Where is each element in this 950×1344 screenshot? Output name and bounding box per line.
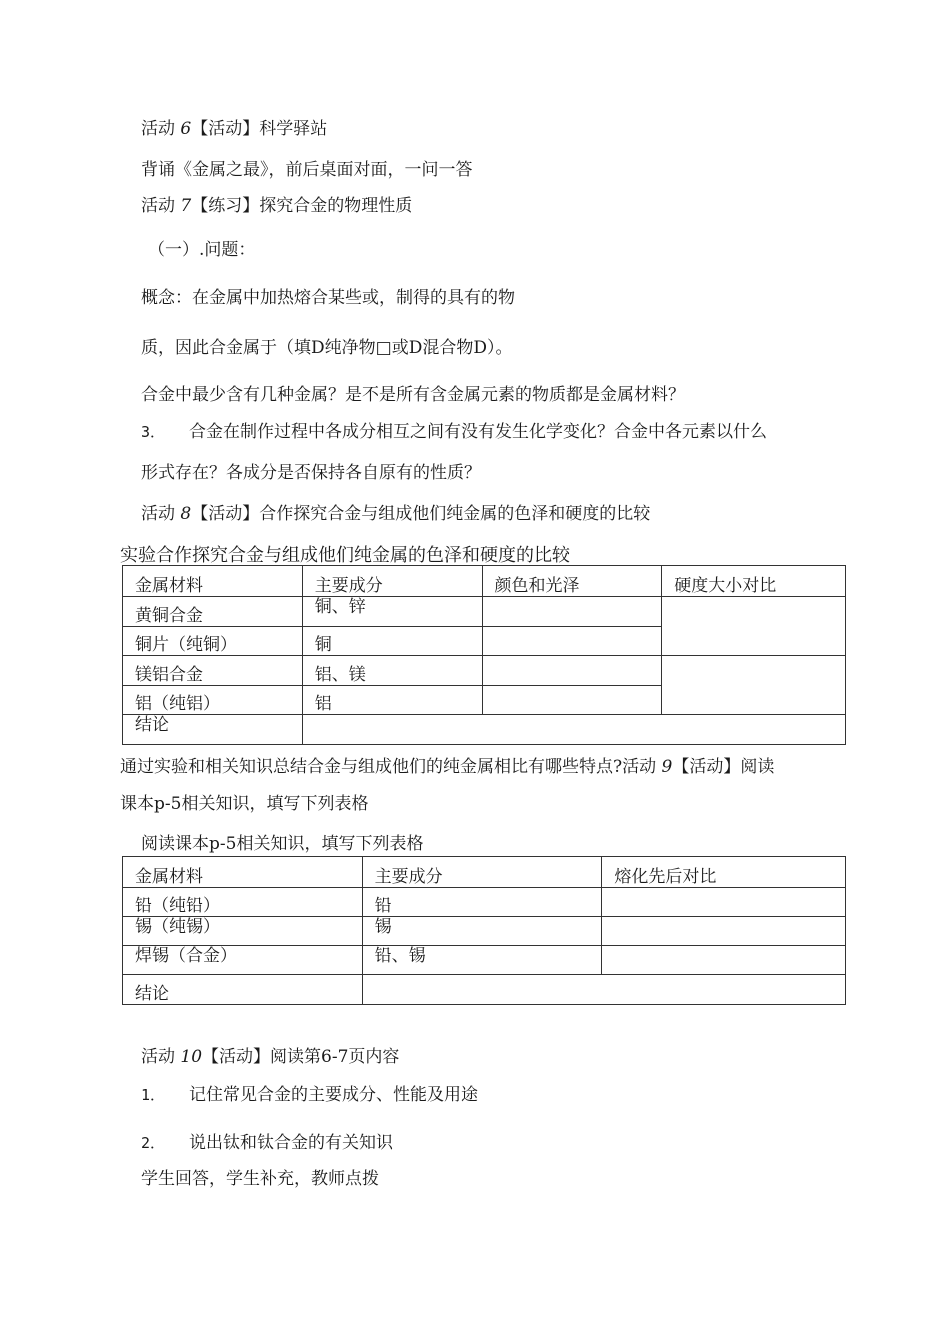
- activity-number: 8: [180, 504, 192, 524]
- conclusion-label: 结论: [123, 975, 363, 1005]
- color-cell: [482, 627, 662, 656]
- activity-number: 9: [661, 757, 673, 777]
- color-hardness-table: [122, 565, 846, 745]
- table-2-caption: 阅读课本p-5相关知识，填写下列表格: [141, 834, 424, 854]
- activity-title: 【活动】阅读第6-7页内容: [202, 1047, 400, 1067]
- activity-title: 【活动】合作探究合金与组成他们纯金属的色泽和硬度的比较: [191, 504, 651, 524]
- activity-title: 【活动】科学驿站: [191, 119, 328, 139]
- component-cell: 铝、镁: [302, 656, 482, 686]
- list-text: 说出钛和钛合金的有关知识: [189, 1133, 393, 1153]
- list-item-2: [141, 1132, 393, 1154]
- list-text: 记住常见合金的主要成分、性能及用途: [189, 1085, 478, 1105]
- header-cell: 硬度大小对比: [662, 566, 846, 597]
- component-cell: 铅、锡: [362, 946, 602, 975]
- table-1-caption: 实验合作探究合金与组成他们纯金属的色泽和硬度的比较: [120, 545, 570, 566]
- list-number: 2．: [141, 1134, 166, 1152]
- questions-heading: （一）.问题：: [148, 240, 256, 260]
- summary-question: [120, 756, 774, 778]
- question-3-continued: 形式存在？各成分是否保持各自原有的性质？: [141, 463, 481, 483]
- question-3-number: 3．: [141, 423, 166, 441]
- header-cell: 主要成分: [362, 857, 602, 888]
- header-cell: 颜色和光泽: [482, 566, 662, 597]
- activity-number: 10: [180, 1047, 203, 1067]
- color-cell: [482, 686, 662, 715]
- activity-title: 【练习】探究合金的物理性质: [191, 196, 413, 216]
- table-header-row: [123, 566, 846, 597]
- hardness-cell: [662, 597, 846, 656]
- alloy-question: 合金中最少含有几种金属？是不是所有含金属元素的物质都是金属材料？: [141, 385, 685, 405]
- closing-note: 学生回答，学生补充，教师点拨: [141, 1169, 379, 1189]
- activity-7-heading: [141, 195, 412, 217]
- material-cell: 焊锡（合金）: [123, 946, 363, 975]
- conclusion-row: [123, 715, 846, 745]
- component-cell: 铜、锌: [302, 597, 482, 627]
- activity-title: 【活动】阅读: [672, 757, 775, 777]
- melting-order-table: [122, 856, 846, 1005]
- activity-8-heading: [141, 503, 650, 525]
- color-cell: [482, 656, 662, 686]
- activity-10-heading: [141, 1046, 399, 1068]
- activity-prefix: 活动: [141, 119, 181, 139]
- list-number: 1．: [141, 1086, 166, 1104]
- melting-cell: [602, 917, 846, 946]
- activity-prefix: 活动: [141, 196, 181, 216]
- activity-6-heading: [141, 118, 327, 140]
- component-cell: 铝: [302, 686, 482, 715]
- melting-cell: [602, 946, 846, 975]
- component-cell: 锡: [362, 917, 602, 946]
- activity-number: 6: [180, 119, 192, 139]
- concept-line-2: 质，因此合金属于（填D纯净物□或D混合物D）。: [141, 338, 513, 358]
- activity-6-body: 背诵《金属之最》，前后桌面对面，一问一答: [141, 160, 473, 180]
- header-cell: 金属材料: [123, 566, 303, 597]
- material-cell: 镁铝合金: [123, 656, 303, 686]
- table-row: [123, 656, 846, 686]
- header-cell: 金属材料: [123, 857, 363, 888]
- activity-prefix: 活动: [141, 504, 181, 524]
- color-cell: [482, 597, 662, 627]
- material-cell: 锡（纯锡）: [123, 917, 363, 946]
- material-cell: 黄铜合金: [123, 597, 303, 627]
- header-cell: 熔化先后对比: [602, 857, 846, 888]
- component-cell: 铅: [362, 888, 602, 917]
- summary-text: 通过实验和相关知识总结合金与组成他们的纯金属相比有哪些特点?活动: [120, 757, 662, 777]
- conclusion-cell: [362, 975, 845, 1005]
- table-row: [123, 597, 846, 627]
- material-cell: 铅（纯铅）: [123, 888, 363, 917]
- table-row: [123, 917, 846, 946]
- melting-cell: [602, 888, 846, 917]
- conclusion-cell: [302, 715, 845, 745]
- material-cell: 铜片（纯铜）: [123, 627, 303, 656]
- question-3: [141, 421, 767, 443]
- list-item-1: [141, 1084, 478, 1106]
- header-cell: 主要成分: [302, 566, 482, 597]
- table-row: [123, 946, 846, 975]
- table-header-row: [123, 857, 846, 888]
- question-3-text: 合金在制作过程中各成分相互之间有没有发生化学变化？合金中各元素以什么: [189, 422, 767, 442]
- conclusion-row: [123, 975, 846, 1005]
- material-cell: 铝（纯铝）: [123, 686, 303, 715]
- concept-line-1: 概念：在金属中加热熔合某些或，制得的具有的物: [141, 288, 515, 308]
- table-row: [123, 888, 846, 917]
- activity-number: 7: [180, 196, 192, 216]
- hardness-cell: [662, 656, 846, 715]
- conclusion-label: 结论: [123, 715, 303, 745]
- component-cell: 铜: [302, 627, 482, 656]
- summary-continued: 课本p-5相关知识，填写下列表格: [120, 794, 369, 814]
- activity-prefix: 活动: [141, 1047, 181, 1067]
